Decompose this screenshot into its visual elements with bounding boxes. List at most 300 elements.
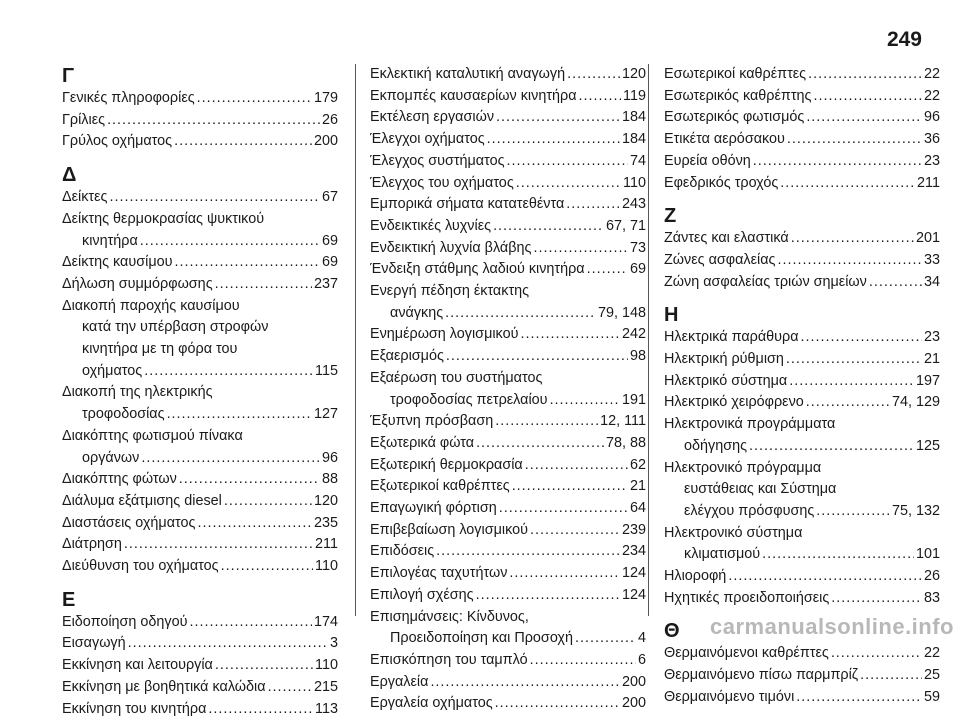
index-page-ref: 26 [321, 111, 338, 128]
index-page-ref: 110 [315, 558, 338, 575]
dot-leader [516, 173, 621, 195]
index-entry [664, 327, 940, 349]
index-page-ref: 110 [623, 174, 646, 191]
index-entry [370, 563, 646, 585]
index-entry-row [664, 173, 940, 195]
dot-leader [445, 303, 596, 325]
index-entry-row [62, 187, 338, 209]
index-page-ref: 127 [313, 406, 338, 423]
index-entry-row [370, 520, 646, 542]
index-entry-text: Ηλιοροφή [664, 568, 727, 585]
index-entry-text: Εκτέλεση εργασιών [370, 109, 495, 126]
index-entry-text: Θερμαινόμενο πίσω παρμπρίζ [664, 667, 859, 684]
index-entry-row [370, 650, 646, 672]
index-entry-row [62, 110, 338, 132]
dot-leader [550, 390, 620, 412]
index-entry-text: Δείκτες [62, 189, 108, 206]
index-entry-text: Εκλεκτική καταλυτική αναγωγή [370, 66, 566, 82]
index-entry-text: Εξαέρωση του συστήματος [370, 369, 543, 386]
index-entry-text: Διακόπτης φωτισμού πίνακα [62, 427, 243, 444]
index-entry-text: Ειδοποίηση οδηγού [62, 613, 188, 630]
index-entry-row [62, 252, 338, 274]
dot-leader [493, 216, 604, 238]
index-entry-text: Εσωτερικοί καθρέπτες [664, 66, 807, 82]
section-letter: Γ [62, 65, 75, 87]
index-entry-row [664, 566, 940, 588]
dot-leader [140, 231, 320, 253]
index-entry-row [370, 541, 646, 563]
index-entry-text: Θερμαινόμενοι καθρέπτες [664, 645, 829, 662]
index-entry-row [664, 588, 940, 610]
index-entry [62, 131, 338, 153]
dot-leader [175, 252, 320, 274]
index-page-ref: 12, 111 [600, 413, 646, 430]
index-entry-row [62, 612, 338, 634]
index-entry-row [62, 677, 338, 699]
index-page-ref: 83 [923, 589, 940, 606]
index-entry [62, 187, 338, 209]
index-entry [370, 194, 646, 216]
index-entry-text: Εργαλεία οχήματος [370, 695, 493, 712]
index-entry-text: Δείκτης θερμοκρασίας ψυκτικού [62, 210, 265, 227]
index-entry-text: Εσωτερικός φωτισμός [664, 109, 805, 126]
index-entry [370, 129, 646, 151]
index-entry [62, 296, 338, 383]
index-entry-text: οδήγησης [684, 437, 748, 454]
dot-leader [496, 107, 620, 129]
dot-leader [476, 585, 620, 607]
index-entry [370, 107, 646, 129]
index-entry-row [664, 64, 940, 86]
section-letter: Ζ [664, 205, 677, 228]
index-entry-text: Εξωτερικοί καθρέπτες [370, 478, 510, 495]
index-entry-text: Εσωτερικός καθρέπτης [664, 87, 812, 104]
index-entry [664, 272, 940, 294]
index-entry-text: οχήματος [82, 362, 143, 379]
footer-watermark: carmanualsonline.info [710, 614, 954, 639]
index-page-ref: 22 [923, 645, 940, 662]
dot-leader [512, 476, 628, 498]
index-page-ref: 115 [315, 362, 338, 379]
index-page-ref: 184 [621, 109, 646, 126]
index-entry-text: Εξαερισμός [370, 348, 444, 365]
dot-leader [579, 86, 622, 108]
index-page-ref: 67, 71 [605, 217, 646, 234]
index-entry-row [62, 633, 338, 655]
index-entry-text: Ηλεκτρονικό σύστημα [664, 524, 803, 541]
index-page-ref: 69 [321, 232, 338, 249]
index-entry-text: Επαγωγική φόρτιση [370, 500, 497, 517]
index-page-ref: 64 [629, 500, 646, 517]
index-entry [664, 392, 940, 414]
index-entry [370, 476, 646, 498]
index-entry [62, 491, 338, 513]
index-entry-row [62, 231, 338, 253]
index-entry [62, 612, 338, 634]
index-page-ref: 4 [637, 630, 646, 647]
dot-leader [806, 392, 890, 414]
dot-leader [780, 173, 915, 195]
index-page-ref: 174 [313, 613, 338, 630]
index-page-ref: 211 [917, 174, 940, 191]
index-entry-row [62, 469, 338, 491]
index-entry [370, 259, 646, 281]
index-entry-row [62, 361, 338, 383]
index-entry-text: Έλεγχος συστήματος [370, 152, 505, 169]
index-entry-text: ανάγκης [390, 304, 444, 321]
index-page-ref: 6 [637, 651, 646, 668]
index-entry-row [370, 498, 646, 520]
index-entry-text: ευστάθειας και Σύστημα [684, 481, 837, 498]
index-entry-row [370, 151, 646, 173]
dot-leader [520, 324, 620, 346]
dot-leader [789, 371, 914, 393]
index-entry [664, 665, 940, 687]
index-entry-row [664, 643, 940, 665]
index-entry [62, 209, 338, 252]
index-entry-row [62, 88, 338, 110]
dot-leader [221, 556, 313, 578]
index-entry-text: Επιβεβαίωση λογισμικού [370, 521, 528, 538]
index-page-ref: 243 [621, 196, 646, 213]
dot-leader [860, 665, 922, 687]
index-entry [664, 566, 940, 588]
dot-leader [567, 64, 620, 86]
index-entry [370, 238, 646, 260]
column-divider [648, 64, 649, 616]
dot-leader [167, 404, 312, 426]
index-entry-row [370, 129, 646, 151]
dot-leader [495, 411, 598, 433]
index-entry [370, 151, 646, 173]
index-page-ref: 200 [313, 133, 338, 150]
index-column-2 [370, 64, 646, 715]
index-entry-row [370, 216, 646, 238]
index-page-ref: 23 [923, 152, 940, 169]
index-entry-row [62, 274, 338, 296]
index-page-ref: 75, 132 [891, 502, 940, 519]
dot-leader [128, 633, 328, 655]
index-entry-row [370, 476, 646, 498]
index-page-ref: 197 [915, 372, 940, 389]
index-page-ref: 22 [923, 66, 940, 82]
index-page-ref: 78, 88 [605, 434, 646, 451]
index-page-ref: 59 [923, 688, 940, 705]
index-page-ref: 201 [915, 230, 940, 247]
index-page-ref: 33 [923, 251, 940, 268]
index-entry-row [370, 563, 646, 585]
dot-leader [808, 64, 922, 86]
index-entry-text: κλιματισμού [684, 546, 761, 563]
index-entry [370, 520, 646, 542]
index-entry-text: τροφοδοσίας [82, 406, 165, 423]
index-entry-row [664, 228, 940, 250]
index-page-ref: 69 [629, 261, 646, 278]
dot-leader [587, 259, 628, 281]
index-entry [370, 455, 646, 477]
dot-leader [786, 349, 922, 371]
index-entry-text: Ηλεκτρικό σύστημα [664, 372, 788, 389]
dot-leader [791, 228, 914, 250]
index-entry-text: Διακόπτης φώτων [62, 471, 177, 488]
index-entry-text: Γρίλιες [62, 111, 106, 128]
index-page-ref: 21 [923, 351, 940, 368]
index-entry-text: Εκκίνηση με βοηθητικά καλώδια [62, 678, 266, 695]
index-entry-text: ελέγχου πρόσφυσης [684, 502, 815, 519]
index-page-ref: 215 [313, 678, 338, 695]
index-entry-text: Δείκτης καυσίμου [62, 254, 173, 271]
index-entry [370, 607, 646, 650]
index-entry-text: Ηλεκτρικά παράθυρα [664, 329, 799, 346]
index-page-ref: 239 [621, 521, 646, 538]
index-entry-row [370, 173, 646, 195]
index-page-ref: 79, 148 [597, 304, 646, 321]
dot-leader [141, 448, 320, 470]
index-page-ref: 211 [315, 536, 338, 553]
dot-leader [208, 699, 313, 720]
index-entry [370, 173, 646, 195]
section-letter: Η [664, 304, 679, 327]
dot-leader [530, 650, 636, 672]
index-entry-text: Ηχητικές προειδοποιήσεις [664, 589, 830, 606]
index-entry-text: Ζάντες και ελαστικά [664, 230, 789, 247]
index-page-ref: 237 [313, 275, 338, 292]
index-page-ref: 200 [621, 673, 646, 690]
dot-leader [197, 88, 312, 110]
index-entry-text: κατά την υπέρβαση στροφών [82, 319, 269, 336]
index-entry-row [664, 436, 940, 458]
index-entry [370, 672, 646, 694]
index-column-3 [664, 64, 940, 709]
index-entry [62, 252, 338, 274]
index-entry-row [664, 501, 940, 523]
index-entry [664, 173, 940, 195]
dot-leader [749, 436, 914, 458]
index-entry-row [370, 628, 646, 650]
index-entry-row [664, 371, 940, 393]
index-entry-row [370, 390, 646, 412]
index-entry-text: Ηλεκτρονικό πρόγραμμα [664, 459, 822, 476]
index-entry [62, 274, 338, 296]
index-entry [664, 687, 940, 709]
index-entry [62, 633, 338, 655]
index-page-ref: 191 [621, 391, 646, 408]
index-entry-text: Εμπορικά σήματα κατατεθέντα [370, 196, 565, 213]
index-entry-row [62, 131, 338, 153]
index-entry [370, 64, 646, 86]
index-entry-text: Γρύλος οχήματος [62, 133, 173, 150]
index-entry [664, 86, 940, 108]
index-entry-text: Ζώνη ασφαλείας τριών σημείων [664, 273, 867, 290]
dot-leader [533, 238, 628, 260]
dot-leader [436, 541, 620, 563]
index-entry-text: Ηλεκτρική ρύθμιση [664, 351, 784, 368]
index-page-ref: 74, 129 [891, 394, 940, 411]
index-page-ref: 74 [629, 152, 646, 169]
index-entry-row [370, 194, 646, 216]
index-entry-text: Διαστάσεις οχήματος [62, 514, 196, 531]
index-page-ref: 62 [629, 456, 646, 473]
index-entry-text: Ενημέρωση λογισμικού [370, 326, 519, 343]
dot-leader [268, 677, 312, 699]
section-letter: Θ [664, 620, 680, 643]
index-entry-row [62, 491, 338, 513]
index-entry [664, 588, 940, 610]
index-entry-text: Έλεγχοι οχήματος [370, 131, 485, 148]
index-entry-row [664, 687, 940, 709]
index-entry-row [370, 324, 646, 346]
section-letter: Δ [62, 164, 77, 187]
dot-leader [566, 194, 620, 216]
index-entry [62, 655, 338, 677]
index-entry-text: Εισαγωγή [62, 635, 126, 652]
dot-leader [109, 187, 320, 209]
index-page-ref: 69 [321, 254, 338, 271]
index-entry [62, 699, 338, 720]
index-page-ref: 125 [915, 437, 940, 454]
dot-leader [190, 612, 312, 634]
index-entry [62, 426, 338, 469]
index-page-ref: 120 [313, 492, 338, 509]
index-entry-row [664, 544, 940, 566]
index-entry-text: Ετικέτα αερόσακου [664, 131, 785, 148]
index-entry [664, 371, 940, 393]
index-entry-text: Επιλογέας ταχυτήτων [370, 565, 508, 582]
index-entry-text: Γενικές πληροφορίες [62, 90, 195, 106]
index-entry-row [62, 699, 338, 720]
index-entry [370, 541, 646, 563]
index-entry [370, 216, 646, 238]
index-entry-row [370, 259, 646, 281]
index-entry-text: Ενδεικτική λυχνία βλάβης [370, 239, 532, 256]
index-entry [664, 458, 940, 523]
index-entry [370, 86, 646, 108]
dot-leader [728, 566, 922, 588]
index-entry-text: Επιλογή σχέσης [370, 586, 474, 603]
index-entry [664, 129, 940, 151]
index-entry-text: Ηλεκτρονικά προγράμματα [664, 416, 836, 433]
index-entry-row [664, 129, 940, 151]
index-entry-row [370, 86, 646, 108]
dot-leader [507, 151, 628, 173]
index-entry-row [62, 655, 338, 677]
index-entry-text: Εργαλεία [370, 673, 429, 690]
index-entry-row [370, 455, 646, 477]
dot-leader [806, 107, 922, 129]
dot-leader [831, 643, 922, 665]
index-page-ref: 73 [629, 239, 646, 256]
index-entry-text: τροφοδοσίας πετρελαίου [390, 391, 548, 408]
column-divider [355, 64, 356, 616]
index-entry [62, 469, 338, 491]
index-page-ref: 179 [313, 90, 338, 106]
index-entry-text: Εκπομπές καυσαερίων κινητήρα [370, 87, 577, 104]
index-entry [62, 556, 338, 578]
index-entry [664, 107, 940, 129]
index-entry-text: Επιδόσεις [370, 543, 435, 560]
index-entry [370, 324, 646, 346]
dot-leader [801, 327, 922, 349]
index-page-ref: 25 [923, 667, 940, 684]
index-page-ref: 3 [329, 635, 338, 652]
index-entry-row [370, 411, 646, 433]
index-entry-text: Ζώνες ασφαλείας [664, 251, 776, 268]
index-entry [370, 693, 646, 715]
dot-leader [753, 151, 922, 173]
page-number: 249 [886, 28, 922, 51]
index-page-ref: 200 [621, 695, 646, 712]
index-page-ref: 96 [321, 449, 338, 466]
dot-leader [197, 513, 312, 535]
index-page-ref: 36 [923, 131, 940, 148]
index-entry [370, 585, 646, 607]
dot-leader [869, 272, 922, 294]
index-page-ref: 124 [621, 565, 646, 582]
index-page-ref: 26 [923, 568, 940, 585]
dot-leader [816, 501, 890, 523]
index-entry-row [664, 327, 940, 349]
index-entry-row [370, 433, 646, 455]
index-page-ref: 23 [923, 329, 940, 346]
index-entry-row [370, 238, 646, 260]
dot-leader [813, 86, 922, 108]
index-entry [370, 368, 646, 411]
index-page-ref: 234 [621, 543, 646, 560]
dot-leader [476, 433, 604, 455]
index-entry-text: Ενδεικτικές λυχνίες [370, 217, 492, 234]
dot-leader [446, 346, 628, 368]
index-entry-text: Ενεργή πέδηση έκτακτης [370, 283, 530, 300]
index-entry [62, 677, 338, 699]
index-entry-row [664, 665, 940, 687]
dot-leader [487, 129, 620, 151]
index-entry-text: κινητήρα με τη φόρα του [82, 341, 238, 358]
index-entry [62, 534, 338, 556]
index-entry-text: Εκκίνηση του κινητήρα [62, 700, 207, 717]
index-page-ref: 119 [623, 87, 646, 104]
index-entry [664, 250, 940, 272]
index-entry-row [62, 404, 338, 426]
index-entry-row [370, 64, 646, 86]
index-page-ref: 101 [915, 546, 940, 563]
index-entry-row [62, 513, 338, 535]
index-entry-text: κινητήρα [82, 232, 138, 249]
index-page-ref: 98 [629, 348, 646, 365]
index-entry [370, 411, 646, 433]
index-entry-text: Εξωτερική θερμοκρασία [370, 456, 523, 473]
index-entry [370, 433, 646, 455]
index-entry [664, 64, 940, 86]
index-entry [62, 382, 338, 425]
index-entry-row [370, 672, 646, 694]
index-entry-text: Διακοπή παροχής καυσίμου [62, 297, 240, 314]
index-entry-text: Εκκίνηση και λειτουργία [62, 657, 213, 674]
index-entry [62, 110, 338, 132]
index-page-ref: 21 [629, 478, 646, 495]
index-column-1 [62, 64, 338, 720]
index-entry-text: Διάλυμα εξάτμισης diesel [62, 492, 222, 509]
index-page-ref: 34 [923, 273, 940, 290]
index-entry-row [370, 693, 646, 715]
dot-leader [530, 520, 620, 542]
index-entry-text: Εφεδρικός τροχός [664, 174, 779, 191]
dot-leader [762, 544, 914, 566]
index-page-ref: 120 [621, 66, 646, 82]
index-entry [664, 151, 940, 173]
dot-leader [575, 628, 636, 650]
index-entry-row [664, 107, 940, 129]
index-entry-text: Διεύθυνση του οχήματος [62, 558, 219, 575]
